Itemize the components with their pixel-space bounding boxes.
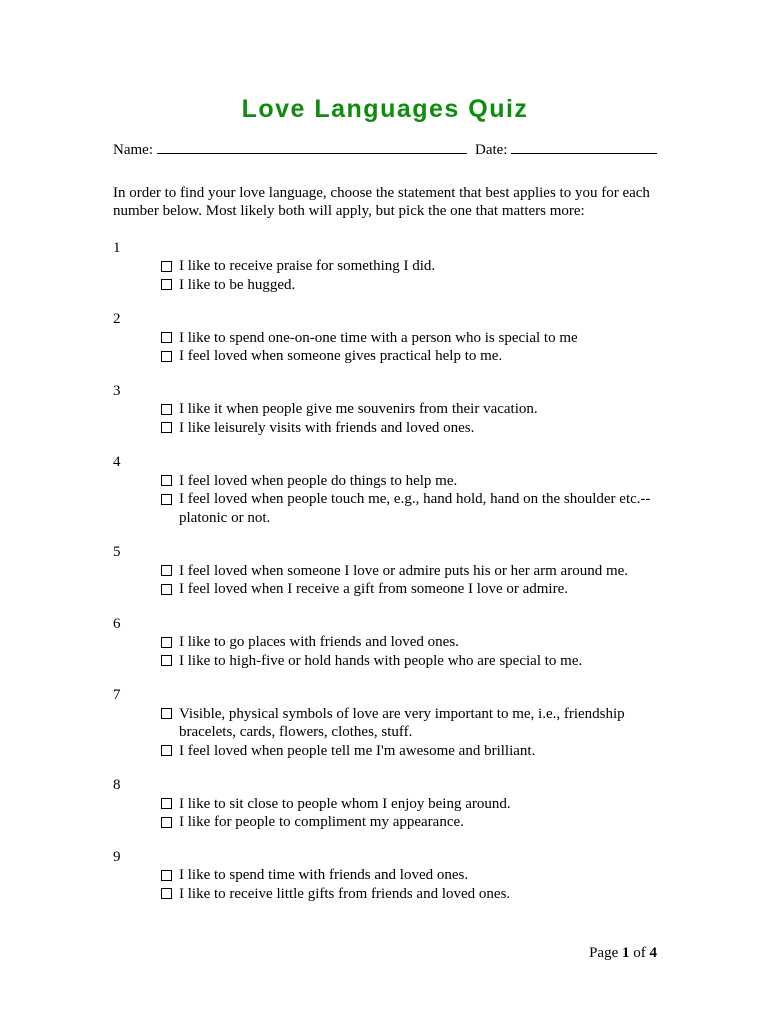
option-row — [161, 257, 658, 276]
option-row — [161, 652, 658, 671]
option-row — [161, 472, 658, 491]
option-row — [161, 400, 658, 419]
option-checkbox-icon[interactable] — [161, 870, 172, 881]
option-label: I feel loved when someone I love or admire puts his or her arm around me. — [179, 562, 629, 579]
option-label: I like to go places with friends and loved ones. — [179, 634, 459, 650]
question-number: 2 — [113, 311, 121, 327]
instructions — [113, 184, 657, 221]
option-checkbox-icon[interactable] — [161, 708, 172, 719]
name-input-line[interactable] — [157, 140, 467, 154]
option-checkbox-icon[interactable] — [161, 798, 172, 809]
question-item — [113, 848, 657, 904]
option-label: I like to spend time with friends and loved ones. — [179, 867, 469, 883]
name-date-row — [113, 140, 657, 160]
option-checkbox-icon[interactable] — [161, 404, 172, 415]
option-row — [161, 562, 658, 581]
option-row — [161, 347, 658, 366]
question-options — [161, 795, 658, 832]
instructions-line-2: number below. Most likely both will apply, but pick the one that matters more: — [113, 203, 585, 219]
question-number: 8 — [113, 777, 121, 793]
option-checkbox-icon[interactable] — [161, 475, 172, 486]
option-label: I feel loved when I receive a gift from someone I love or admire. — [179, 581, 569, 597]
option-checkbox-icon[interactable] — [161, 745, 172, 756]
option-label: I like it when people give me souvenirs from their vacation. — [179, 401, 538, 417]
option-label: I feel loved when people tell me I'm awesome and brilliant. — [179, 742, 536, 759]
question-item — [113, 453, 657, 527]
question-item — [113, 543, 657, 599]
question-item — [113, 615, 657, 671]
question-options — [161, 866, 658, 903]
option-label: I like to be hugged. — [179, 276, 296, 293]
option-label: I like to high-five or hold hands with people who are special to me. — [179, 652, 583, 669]
option-row — [161, 885, 658, 904]
option-checkbox-icon[interactable] — [161, 494, 172, 505]
option-checkbox-icon[interactable] — [161, 332, 172, 343]
question-item — [113, 310, 657, 366]
date-label: Date: — [474, 142, 508, 158]
option-checkbox-icon[interactable] — [161, 888, 172, 899]
question-item — [113, 686, 657, 760]
option-checkbox-icon[interactable] — [161, 817, 172, 828]
page-title: Love Languages Quiz — [241, 95, 529, 123]
question-options — [161, 329, 658, 366]
question-options — [161, 633, 658, 670]
option-checkbox-icon[interactable] — [161, 279, 172, 290]
question-number: 5 — [113, 544, 121, 560]
question-options — [161, 472, 658, 528]
option-row — [161, 419, 658, 438]
option-label: I like to receive little gifts from friends and loved ones. — [179, 885, 511, 902]
option-row — [161, 866, 658, 885]
option-row — [161, 490, 658, 527]
option-row — [161, 813, 658, 832]
option-checkbox-icon[interactable] — [161, 261, 172, 272]
option-row — [161, 705, 658, 742]
option-row — [161, 742, 658, 761]
question-number: 9 — [113, 848, 121, 865]
questions — [113, 239, 657, 904]
question-options — [161, 562, 658, 599]
page-footer — [589, 944, 657, 963]
option-label: I feel loved when people touch me, e.g., hand hold, hand on the shoulder etc.-- platonic or not. — [179, 491, 651, 526]
instructions-line-1: In order to find your love language, choose the statement that best applies to you for each — [113, 184, 650, 201]
footer-of-word: of — [633, 945, 646, 961]
option-checkbox-icon[interactable] — [161, 655, 172, 666]
page-content — [0, 94, 770, 903]
option-checkbox-icon[interactable] — [161, 565, 172, 576]
option-row — [161, 329, 658, 348]
name-label: Name: — [113, 142, 153, 158]
option-checkbox-icon[interactable] — [161, 584, 172, 595]
question-number: 4 — [113, 454, 121, 470]
question-options — [161, 400, 658, 437]
option-label: I feel loved when someone gives practical help to me. — [179, 348, 503, 364]
question-number: 3 — [113, 382, 121, 399]
option-label: I like to receive praise for something I did. — [179, 258, 436, 274]
footer-total-pages: 4 — [649, 945, 657, 961]
question-item — [113, 239, 657, 295]
option-checkbox-icon[interactable] — [161, 422, 172, 433]
footer-page-number: 1 — [622, 945, 630, 961]
question-number: 6 — [113, 615, 121, 632]
question-options — [161, 257, 658, 294]
option-row — [161, 276, 658, 295]
question-item — [113, 382, 657, 438]
question-options — [161, 705, 658, 761]
question-item — [113, 776, 657, 832]
question-number: 1 — [113, 239, 121, 256]
option-label: I feel loved when people do things to help me. — [179, 472, 458, 489]
date-input-line[interactable] — [511, 140, 657, 154]
option-label: I like leisurely visits with friends and loved ones. — [179, 419, 475, 436]
footer-page-word: Page — [589, 945, 619, 961]
option-checkbox-icon[interactable] — [161, 351, 172, 362]
option-label: I like for people to compliment my appearance. — [179, 814, 464, 830]
option-label: I like to spend one-on-one time with a person who is special to me — [179, 329, 578, 346]
option-checkbox-icon[interactable] — [161, 637, 172, 648]
option-row — [161, 633, 658, 652]
option-label: I like to sit close to people whom I enjoy being around. — [179, 795, 511, 812]
question-number: 7 — [113, 687, 121, 703]
option-row — [161, 580, 658, 599]
option-label: Visible, physical symbols of love are very important to me, i.e., friendship bracelets, cards, flowers, clothes, stuff. — [179, 705, 625, 740]
option-row — [161, 795, 658, 814]
